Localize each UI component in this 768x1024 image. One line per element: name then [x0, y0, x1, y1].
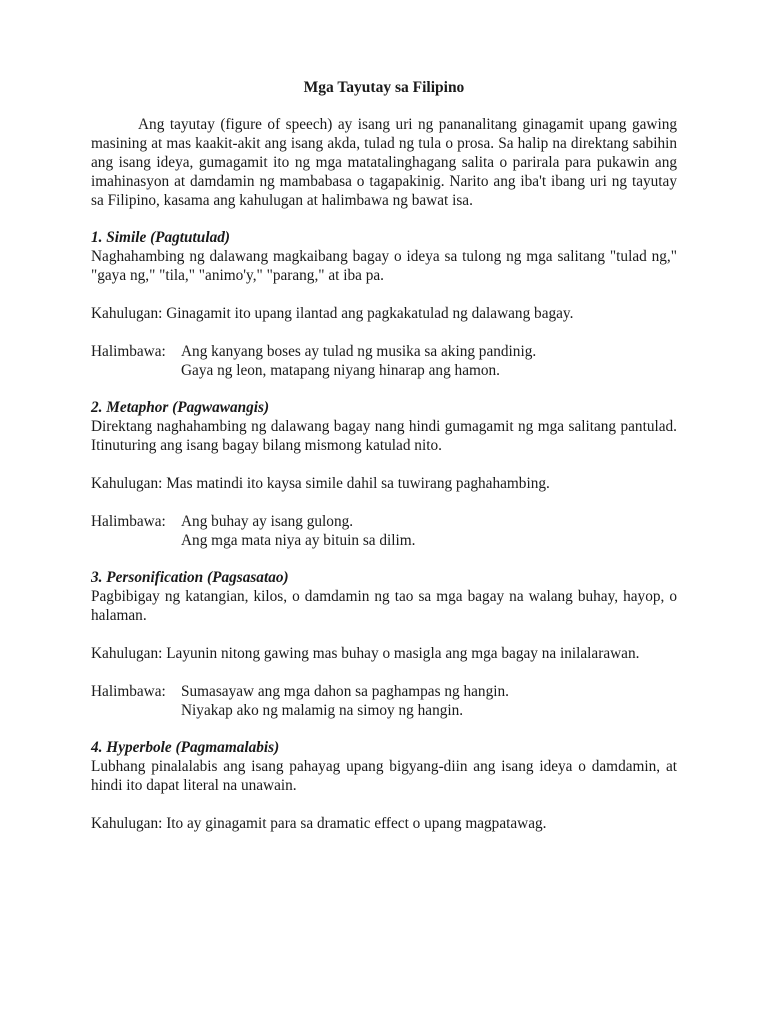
section-heading: 3. Personification (Pagsasatao) [91, 569, 289, 586]
document-title: Mga Tayutay sa Filipino [303, 79, 465, 96]
example-label: Halimbawa: [91, 513, 166, 530]
section-metaphor [91, 398, 677, 550]
section-examples [91, 682, 677, 720]
example-text: Ang mga mata niya ay bituin sa dilim. [181, 532, 416, 549]
section-examples [91, 512, 677, 550]
document-page [91, 78, 677, 852]
section-meaning: Kahulugan: Layunin nitong gawing mas buhay o masigla ang mga bagay na inilalarawan. [91, 645, 640, 662]
section-heading: 1. Simile (Pagtutulad) [91, 229, 230, 246]
section-heading: 2. Metaphor (Pagwawangis) [91, 399, 270, 416]
section-description: Naghahambing ng dalawang magkaibang bagay o ideya sa tulong ng mga salitang "tulad ng," "gaya ng," "tila," "animo'y," "parang," at iba pa. [91, 248, 677, 284]
section-description: Pagbibigay ng katangian, kilos, o damdamin ng tao sa mga bagay na walang buhay, hayop, o halaman. [91, 588, 677, 624]
section-heading: 4. Hyperbole (Pagmamalabis) [91, 739, 280, 756]
example-text: Sumasayaw ang mga dahon sa paghampas ng hangin. [181, 683, 509, 700]
example-text: Niyakap ako ng malamig na simoy ng hangin. [181, 702, 464, 719]
section-personification [91, 568, 677, 720]
example-text: Ang buhay ay isang gulong. [181, 513, 354, 530]
section-simile [91, 228, 677, 380]
section-description: Lubhang pinalalabis ang isang pahayag upang bigyang-diin ang isang ideya o damdamin, at hindi ito dapat literal na unawain. [91, 758, 677, 794]
example-label: Halimbawa: [91, 683, 166, 700]
section-meaning: Kahulugan: Mas matindi ito kaysa simile dahil sa tuwirang paghahambing. [91, 475, 550, 492]
section-hyperbole [91, 738, 677, 833]
intro-paragraph: Ang tayutay (figure of speech) ay isang uri ng pananalitang ginagamit upang gawing masining at mas kaakit-akit ang isang akda, tulad ng tula o prosa. Sa halip na direktang sabihin ang isang ideya, gumagamit ito ng mga matatalinghagang salita o parirala para pukawin ang imahinasyon at damdamin ng mambabasa o tagapakinig. Narito ang iba't ibang uri ng tayutay sa Filipino, kasama ang kahulugan at halimbawa ng bawat isa. [91, 116, 677, 209]
example-text: Ang kanyang boses ay tulad ng musika sa aking pandinig. [181, 343, 537, 360]
example-text: Gaya ng leon, matapang niyang hinarap ang hamon. [181, 362, 501, 379]
section-description: Direktang naghahambing ng dalawang bagay nang hindi gumagamit ng mga salitang pantulad. Itinuturing ang isang bagay bilang mismong katulad nito. [91, 418, 677, 454]
example-label: Halimbawa: [91, 343, 166, 360]
section-examples [91, 342, 677, 380]
section-meaning: Kahulugan: Ito ay ginagamit para sa dramatic effect o upang magpatawag. [91, 815, 547, 832]
section-meaning: Kahulugan: Ginagamit ito upang ilantad ang pagkakatulad ng dalawang bagay. [91, 305, 574, 322]
